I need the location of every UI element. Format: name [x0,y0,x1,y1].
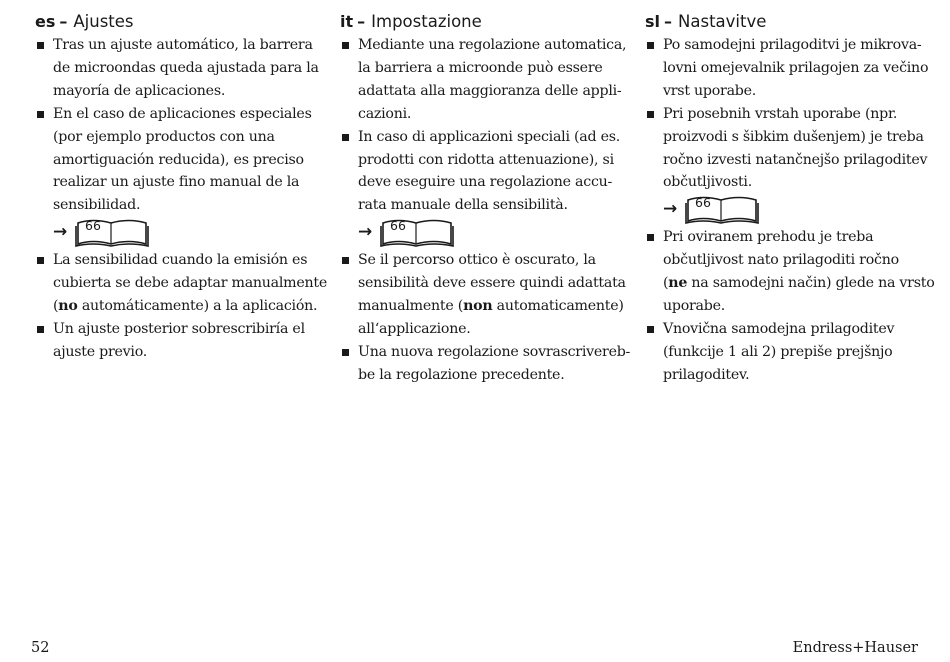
item-text-line: proizvodi s šibkim dušenjem) je treba [663,128,924,145]
item-text-line: In caso di applicazioni speciali (ad es. [358,128,621,145]
emphasis-word: no [58,298,78,315]
section-title: Nastavitve [678,12,767,31]
list-item [35,103,320,218]
right-arrow-icon: → [358,222,373,243]
item-text-line: Mediante una regolazione automatica, [358,37,627,53]
item-text-line: Vnovična samodejna prilagoditev [663,320,895,337]
list-item [340,34,625,126]
list-item [645,318,930,387]
item-text-line: deve eseguire una regolazione accu- [358,174,613,191]
item-text-line: Un ajuste posterior sobrescribiría el [53,320,305,337]
section-title: Ajustes [73,12,134,31]
page-reference[interactable] [358,217,625,248]
item-text-line: manualmente (non automaticamente) [358,298,624,315]
item-text-line: prilagoditev. [663,366,750,383]
item-text-line: občutljivost nato prilagoditi ročno [663,252,899,269]
item-text-line: uporabe. [663,298,725,315]
page-number: 52 [31,640,50,656]
list-item [340,249,625,341]
item-text-line: prodotti con ridotta attenuazione), si [358,151,614,168]
bullet-list [340,34,631,387]
item-text-line: amortiguación reducida), es preciso [53,151,304,168]
list-item [340,341,631,387]
emphasis-word: ne [668,275,688,292]
item-text-line: občutljivosti. [663,174,752,191]
page-reference[interactable] [663,194,930,225]
bullet-list [645,34,935,387]
language-code: it [340,12,354,31]
heading-dash: – [664,12,673,31]
bullet-list [35,34,328,364]
item-text-line: all‘applicazione. [358,320,471,337]
section-heading [35,10,320,34]
item-text-line: adattata alla maggioranza delle appli- [358,82,622,99]
section-it [340,10,631,387]
item-text-line: Se il percorso ottico è oscurato, la [358,252,596,269]
book-icon[interactable] [380,217,454,247]
item-text-line: (ne na samodejni način) glede na vrsto [663,275,935,292]
item-text-line: ajuste previo. [53,343,147,360]
heading-dash: – [59,12,68,31]
item-text-line: mayoría de aplicaciones. [53,82,226,99]
list-item [35,249,328,318]
item-text-line: Pri oviranem prehodu je treba [663,229,874,246]
book-icon[interactable] [685,194,759,224]
item-text-line: cazioni. [358,105,412,122]
item-text-line: realizar un ajuste fino manual de la [53,174,300,191]
section-heading [340,10,625,34]
list-item [645,34,930,103]
heading-dash: – [357,12,366,31]
section-title: Impostazione [371,12,482,31]
reference-page-number: 66 [85,218,101,234]
item-text-line: lovni omejevalnik prilagojen za večino [663,59,929,76]
item-text-line: Una nuova regolazione sovrascrivereb- [358,343,631,360]
language-code: sl [645,12,661,31]
reference-page-number: 66 [390,218,406,234]
list-item [645,103,930,195]
item-text-line: cubierta se debe adaptar manualmente [53,275,328,292]
item-text-line: (por ejemplo productos con una [53,128,275,145]
section-es [35,10,328,364]
item-text-line: de microondas queda ajustada para la [53,59,319,76]
page-reference[interactable] [53,217,320,248]
item-text-line: Tras un ajuste automático, la barrera [53,37,313,53]
item-text-line: sensibilità deve essere quindi adattata [358,275,626,292]
right-arrow-icon: → [53,222,68,243]
item-text-line: la barriera a microonde può essere [358,59,603,76]
item-text-line: Pri posebnih vrstah uporabe (npr. [663,105,898,122]
item-text-line: sensibilidad. [53,197,141,214]
brand-name: Endress+Hauser [792,640,918,656]
list-item [340,126,625,218]
item-text-line: (no automáticamente) a la aplicación. [53,298,318,315]
item-text-line: La sensibilidad cuando la emisión es [53,252,308,269]
item-text-line: ročno izvesti natančnejšo prilagoditev [663,151,928,168]
list-item [645,226,935,318]
item-text-line: (funkcije 1 ali 2) prepiše prejšnjo [663,343,893,360]
item-text-line: be la regolazione precedente. [358,366,565,383]
section-heading [645,10,930,34]
right-arrow-icon: → [663,199,678,220]
book-icon[interactable] [75,217,149,247]
item-text-line: En el caso de aplicaciones especiales [53,105,312,122]
item-text-line: rata manuale della sensibilità. [358,197,568,214]
item-text-line: Po samodejni prilagoditvi je mikrova- [663,37,922,53]
reference-page-number: 66 [695,195,711,211]
language-code: es [35,12,56,31]
emphasis-word: non [463,298,493,315]
list-item [35,318,320,364]
list-item [35,34,320,103]
item-text-line: vrst uporabe. [663,82,757,99]
section-sl [645,10,935,387]
